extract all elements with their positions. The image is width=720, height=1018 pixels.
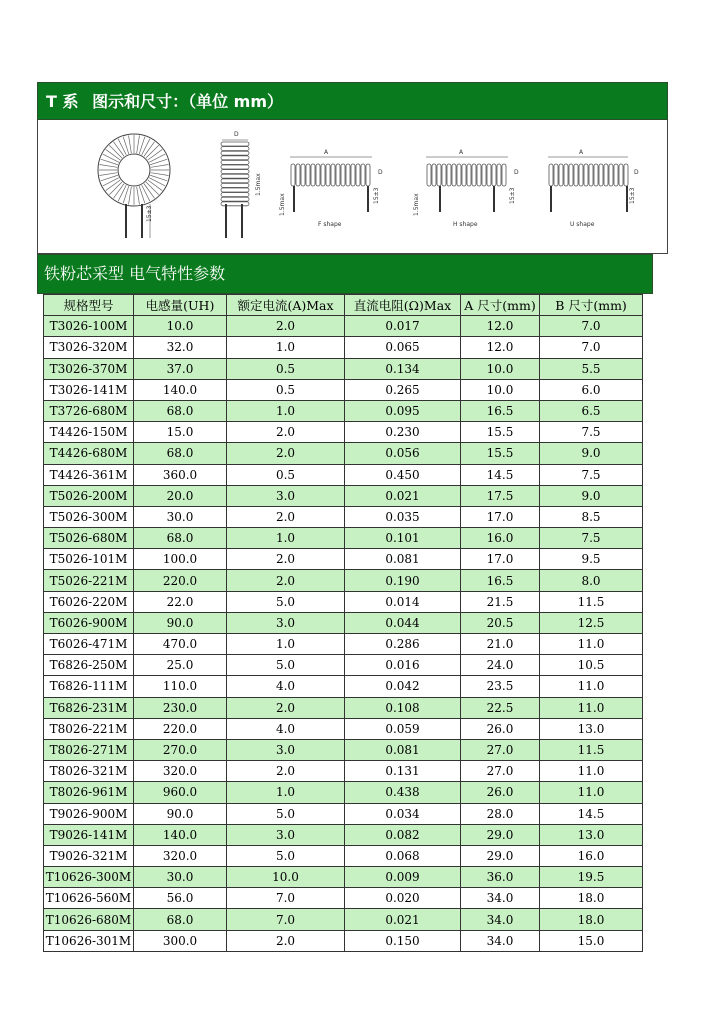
cell-b-size: 16.0: [540, 845, 643, 866]
series-title-text: 图示和尺寸：（单位 mm）: [92, 92, 283, 111]
cell-resistance: 0.265: [345, 379, 461, 400]
cell-current: 2.0: [227, 316, 345, 337]
cell-inductance: 68.0: [134, 528, 227, 549]
cell-a-size: 34.0: [461, 930, 540, 951]
cell-b-size: 13.0: [540, 718, 643, 739]
table-row: [44, 506, 643, 527]
cell-a-size: 29.0: [461, 845, 540, 866]
cell-a-size: 17.0: [461, 506, 540, 527]
cell-b-size: 18.0: [540, 909, 643, 930]
cell-model: T5026-300M: [44, 506, 134, 527]
cell-inductance: 30.0: [134, 506, 227, 527]
cell-a-size: 24.0: [461, 655, 540, 676]
cell-current: 2.0: [227, 549, 345, 570]
cell-resistance: 0.034: [345, 803, 461, 824]
col-header-current: 额定电流(A)Max: [227, 295, 345, 316]
cell-b-size: 9.0: [540, 485, 643, 506]
cell-model: T6826-250M: [44, 655, 134, 676]
cell-a-size: 16.5: [461, 570, 540, 591]
cell-a-size: 10.0: [461, 358, 540, 379]
cell-model: T9026-900M: [44, 803, 134, 824]
cell-a-size: 14.5: [461, 464, 540, 485]
cell-b-size: 6.5: [540, 400, 643, 421]
table-row: [44, 930, 643, 951]
table-row: [44, 549, 643, 570]
table-row: [44, 443, 643, 464]
cell-inductance: 360.0: [134, 464, 227, 485]
cell-b-size: 8.5: [540, 506, 643, 527]
cell-model: T5026-680M: [44, 528, 134, 549]
cell-current: 1.0: [227, 782, 345, 803]
cell-model: T3026-141M: [44, 379, 134, 400]
cell-resistance: 0.065: [345, 337, 461, 358]
cell-resistance: 0.095: [345, 400, 461, 421]
cell-inductance: 20.0: [134, 485, 227, 506]
cell-resistance: 0.230: [345, 422, 461, 443]
dim-a-label-u: A: [579, 149, 584, 156]
cell-b-size: 15.0: [540, 930, 643, 951]
cell-b-size: 9.5: [540, 549, 643, 570]
cell-inductance: 320.0: [134, 845, 227, 866]
cell-current: 3.0: [227, 485, 345, 506]
col-header-b-size: B 尺寸(mm): [540, 295, 643, 316]
table-row: [44, 379, 643, 400]
cell-resistance: 0.101: [345, 528, 461, 549]
cell-resistance: 0.131: [345, 761, 461, 782]
cell-current: 7.0: [227, 909, 345, 930]
cell-a-size: 27.0: [461, 739, 540, 760]
cell-resistance: 0.134: [345, 358, 461, 379]
cell-a-size: 29.0: [461, 824, 540, 845]
cell-resistance: 0.082: [345, 824, 461, 845]
cell-inductance: 100.0: [134, 549, 227, 570]
table-row: [44, 782, 643, 803]
table-row: [44, 591, 643, 612]
cell-inductance: 68.0: [134, 443, 227, 464]
cell-current: 2.0: [227, 570, 345, 591]
cell-current: 7.0: [227, 888, 345, 909]
dim-d-label-f: D: [378, 169, 383, 176]
cell-inductance: 270.0: [134, 739, 227, 760]
cell-b-size: 11.0: [540, 761, 643, 782]
cell-inductance: 15.0: [134, 422, 227, 443]
table-row: [44, 612, 643, 633]
cell-current: 2.0: [227, 443, 345, 464]
cell-current: 1.0: [227, 337, 345, 358]
col-header-model: 规格型号: [44, 295, 134, 316]
cell-a-size: 15.5: [461, 422, 540, 443]
cell-a-size: 26.0: [461, 782, 540, 803]
cell-model: T6026-900M: [44, 612, 134, 633]
series-title-bar: [37, 82, 668, 120]
cell-resistance: 0.438: [345, 782, 461, 803]
spec-table-body: [44, 316, 643, 952]
cell-b-size: 7.5: [540, 464, 643, 485]
cell-inductance: 220.0: [134, 570, 227, 591]
cell-model: T4426-150M: [44, 422, 134, 443]
dimension-drawings: [38, 120, 667, 253]
cell-a-size: 21.5: [461, 591, 540, 612]
cell-resistance: 0.017: [345, 316, 461, 337]
cell-current: 4.0: [227, 676, 345, 697]
table-row: [44, 739, 643, 760]
cell-b-size: 14.5: [540, 803, 643, 824]
dim-d-label-1: D: [234, 131, 239, 138]
section-title: 铁粉芯采型 电气特性参数: [44, 264, 226, 283]
tol-label-h: 15±3: [509, 187, 516, 204]
cell-a-size: 36.0: [461, 867, 540, 888]
col-header-a-size: A 尺寸(mm): [461, 295, 540, 316]
tol-label-u: 15±3: [629, 187, 636, 204]
table-row: [44, 888, 643, 909]
cell-current: 2.0: [227, 930, 345, 951]
cell-model: T8026-321M: [44, 761, 134, 782]
table-row: [44, 909, 643, 930]
dim-a-label-h: A: [459, 149, 464, 156]
table-row: [44, 676, 643, 697]
cell-current: 0.5: [227, 358, 345, 379]
cell-resistance: 0.021: [345, 909, 461, 930]
cell-resistance: 0.190: [345, 570, 461, 591]
cell-inductance: 320.0: [134, 761, 227, 782]
cell-a-size: 20.5: [461, 612, 540, 633]
cell-b-size: 7.0: [540, 316, 643, 337]
f-shape-drawing: [279, 149, 383, 228]
cell-resistance: 0.150: [345, 930, 461, 951]
cell-model: T5026-221M: [44, 570, 134, 591]
h-shape-drawing: [413, 149, 519, 228]
cell-model: T6026-471M: [44, 634, 134, 655]
cell-model: T6826-111M: [44, 676, 134, 697]
cell-resistance: 0.009: [345, 867, 461, 888]
section-title-bar: [37, 254, 653, 294]
cell-model: T8026-271M: [44, 739, 134, 760]
cell-b-size: 7.5: [540, 422, 643, 443]
cell-a-size: 15.5: [461, 443, 540, 464]
u-shape-label: U shape: [570, 221, 595, 228]
cell-inductance: 110.0: [134, 676, 227, 697]
cell-model: T4426-680M: [44, 443, 134, 464]
cell-resistance: 0.081: [345, 549, 461, 570]
cell-current: 1.0: [227, 528, 345, 549]
cell-inductance: 140.0: [134, 824, 227, 845]
cell-model: T4426-361M: [44, 464, 134, 485]
series-title-bold: T 系: [46, 92, 79, 111]
cell-b-size: 19.5: [540, 867, 643, 888]
cell-b-size: 12.5: [540, 612, 643, 633]
cell-resistance: 0.286: [345, 634, 461, 655]
cell-a-size: 12.0: [461, 316, 540, 337]
cell-current: 2.0: [227, 761, 345, 782]
cell-b-size: 9.0: [540, 443, 643, 464]
tol-label-f: 15±3: [373, 187, 380, 204]
h-shape-label: H shape: [453, 221, 478, 228]
cell-resistance: 0.020: [345, 888, 461, 909]
cell-b-size: 5.5: [540, 358, 643, 379]
table-header-row: [44, 295, 643, 316]
dim-d-label-h: D: [514, 169, 519, 176]
table-row: [44, 761, 643, 782]
cell-inductance: 220.0: [134, 718, 227, 739]
cell-resistance: 0.068: [345, 845, 461, 866]
cell-b-size: 10.5: [540, 655, 643, 676]
cell-inductance: 960.0: [134, 782, 227, 803]
table-row: [44, 634, 643, 655]
cell-b-size: 7.0: [540, 337, 643, 358]
cell-model: T6826-231M: [44, 697, 134, 718]
cell-current: 1.0: [227, 400, 345, 421]
cell-model: T3026-370M: [44, 358, 134, 379]
spec-table: [43, 294, 643, 952]
table-row: [44, 485, 643, 506]
cell-b-size: 11.5: [540, 739, 643, 760]
cell-model: T5026-101M: [44, 549, 134, 570]
cell-resistance: 0.059: [345, 718, 461, 739]
cell-inductance: 300.0: [134, 930, 227, 951]
cell-a-size: 28.0: [461, 803, 540, 824]
cell-model: T5026-200M: [44, 485, 134, 506]
cell-b-size: 11.0: [540, 782, 643, 803]
cell-model: T3026-100M: [44, 316, 134, 337]
table-row: [44, 655, 643, 676]
cell-model: T9026-321M: [44, 845, 134, 866]
cell-model: T8026-221M: [44, 718, 134, 739]
cell-a-size: 16.0: [461, 528, 540, 549]
cell-resistance: 0.044: [345, 612, 461, 633]
cell-inductance: 10.0: [134, 316, 227, 337]
cell-resistance: 0.021: [345, 485, 461, 506]
table-row: [44, 358, 643, 379]
cell-a-size: 34.0: [461, 909, 540, 930]
cell-current: 5.0: [227, 845, 345, 866]
table-row: [44, 528, 643, 549]
cell-resistance: 0.081: [345, 739, 461, 760]
cell-inductance: 90.0: [134, 612, 227, 633]
cell-current: 0.5: [227, 464, 345, 485]
cell-current: 10.0: [227, 867, 345, 888]
cell-current: 0.5: [227, 379, 345, 400]
cell-current: 5.0: [227, 655, 345, 676]
cell-a-size: 34.0: [461, 888, 540, 909]
cell-resistance: 0.035: [345, 506, 461, 527]
cell-resistance: 0.016: [345, 655, 461, 676]
cell-current: 2.0: [227, 697, 345, 718]
f-shape-label: F shape: [318, 221, 342, 228]
cell-resistance: 0.014: [345, 591, 461, 612]
cell-current: 3.0: [227, 739, 345, 760]
cell-current: 4.0: [227, 718, 345, 739]
cell-inductance: 68.0: [134, 400, 227, 421]
tol-label-1: 15±3: [146, 205, 153, 222]
cell-a-size: 22.5: [461, 697, 540, 718]
toroid-side-view: [221, 131, 262, 238]
table-row: [44, 718, 643, 739]
cell-model: T9026-141M: [44, 824, 134, 845]
dim-d-label-u: D: [634, 169, 639, 176]
cell-b-size: 13.0: [540, 824, 643, 845]
cell-inductance: 140.0: [134, 379, 227, 400]
table-row: [44, 570, 643, 591]
dimension-figure: [37, 120, 668, 254]
cell-current: 2.0: [227, 422, 345, 443]
cell-b-size: 11.0: [540, 676, 643, 697]
cell-model: T3026-320M: [44, 337, 134, 358]
cell-current: 3.0: [227, 612, 345, 633]
lead-label-h: 1.5max: [413, 193, 420, 216]
cell-model: T10626-680M: [44, 909, 134, 930]
cell-a-size: 27.0: [461, 761, 540, 782]
cell-model: T10626-301M: [44, 930, 134, 951]
cell-resistance: 0.042: [345, 676, 461, 697]
cell-resistance: 0.108: [345, 697, 461, 718]
lead-label-1: 1.5max: [255, 173, 262, 196]
cell-b-size: 18.0: [540, 888, 643, 909]
cell-inductance: 30.0: [134, 867, 227, 888]
cell-model: T3726-680M: [44, 400, 134, 421]
table-row: [44, 422, 643, 443]
cell-a-size: 16.5: [461, 400, 540, 421]
cell-inductance: 32.0: [134, 337, 227, 358]
cell-a-size: 10.0: [461, 379, 540, 400]
table-row: [44, 316, 643, 337]
cell-model: T10626-300M: [44, 867, 134, 888]
cell-current: 5.0: [227, 803, 345, 824]
cell-a-size: 17.5: [461, 485, 540, 506]
table-row: [44, 867, 643, 888]
table-row: [44, 697, 643, 718]
cell-inductance: 37.0: [134, 358, 227, 379]
cell-b-size: 11.0: [540, 697, 643, 718]
cell-a-size: 21.0: [461, 634, 540, 655]
dim-a-label-f: A: [324, 149, 329, 156]
cell-a-size: 26.0: [461, 718, 540, 739]
cell-inductance: 230.0: [134, 697, 227, 718]
table-row: [44, 845, 643, 866]
cell-b-size: 8.0: [540, 570, 643, 591]
table-row: [44, 464, 643, 485]
cell-b-size: 11.5: [540, 591, 643, 612]
cell-resistance: 0.450: [345, 464, 461, 485]
cell-inductance: 470.0: [134, 634, 227, 655]
cell-b-size: 11.0: [540, 634, 643, 655]
cell-model: T6026-220M: [44, 591, 134, 612]
u-shape-drawing: [548, 149, 639, 228]
cell-inductance: 56.0: [134, 888, 227, 909]
cell-a-size: 17.0: [461, 549, 540, 570]
col-header-inductance: 电感量(UH): [134, 295, 227, 316]
cell-b-size: 6.0: [540, 379, 643, 400]
cell-a-size: 12.0: [461, 337, 540, 358]
cell-resistance: 0.056: [345, 443, 461, 464]
cell-current: 3.0: [227, 824, 345, 845]
cell-inductance: 22.0: [134, 591, 227, 612]
toroid-front-view: [98, 134, 170, 238]
cell-model: T8026-961M: [44, 782, 134, 803]
cell-current: 1.0: [227, 634, 345, 655]
cell-a-size: 23.5: [461, 676, 540, 697]
lead-label-f: 1.5max: [279, 193, 286, 216]
cell-current: 5.0: [227, 591, 345, 612]
cell-current: 2.0: [227, 506, 345, 527]
cell-model: T10626-560M: [44, 888, 134, 909]
col-header-resistance: 直流电阻(Ω)Max: [345, 295, 461, 316]
table-row: [44, 824, 643, 845]
table-row: [44, 400, 643, 421]
cell-b-size: 7.5: [540, 528, 643, 549]
table-row: [44, 803, 643, 824]
cell-inductance: 25.0: [134, 655, 227, 676]
cell-inductance: 68.0: [134, 909, 227, 930]
cell-inductance: 90.0: [134, 803, 227, 824]
table-row: [44, 337, 643, 358]
